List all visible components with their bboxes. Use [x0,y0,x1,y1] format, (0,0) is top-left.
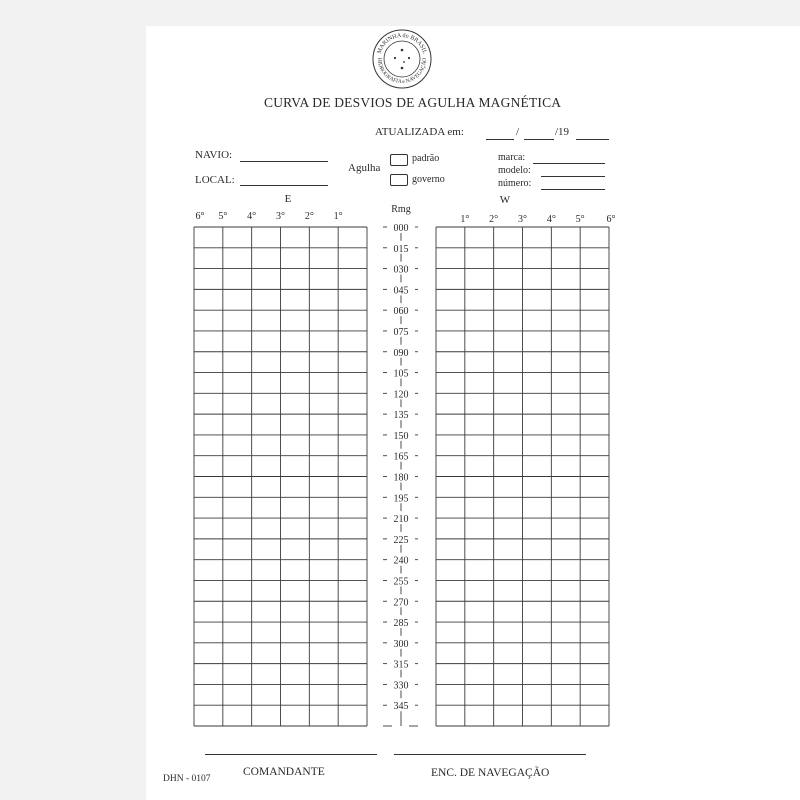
heading-label: 300 [393,638,409,650]
comandante-label: COMANDANTE [243,766,325,778]
heading-label: 090 [393,347,409,359]
navio-label: NAVIO: [195,149,233,161]
update-label: ATUALIZADA em: [375,126,464,138]
form-title: CURVA DE DESVIOS DE AGULHA MAGNÉTICA [264,95,562,110]
seal-bottom-text: HIDROGRAFIA e NAVEGAÇÃO [375,57,429,86]
heading-label: 015 [393,243,409,255]
west-degree-label: 4° [546,214,556,225]
heading-label: 045 [393,285,409,297]
update-year-prefix: /19 [555,126,570,138]
comandante-signature-line[interactable] [205,754,377,755]
heading-label: 135 [393,410,409,422]
update-separator: / [516,126,520,138]
padrao-label: padrão [412,153,440,164]
enc-signature-line[interactable] [394,754,586,755]
east-degree-label: 1° [333,211,343,222]
modelo-label: modelo: [498,165,531,176]
heading-label: 345 [393,701,409,713]
heading-label: 240 [393,555,409,567]
heading-label: 195 [393,493,409,505]
local-label: LOCAL: [195,174,235,186]
heading-label: 330 [393,680,409,692]
rmg-label: Rmg [391,204,411,215]
east-label: E [284,193,292,205]
form-code: DHN - 0107 [163,774,211,784]
heading-label: 270 [393,597,409,609]
marca-label: marca: [498,152,526,163]
agulha-label: Agulha [348,162,381,174]
heading-label: 105 [393,368,409,380]
numero-label: número: [498,178,532,189]
heading-label: 150 [393,430,409,442]
heading-label: 075 [393,326,409,338]
heading-label: 180 [393,472,409,484]
east-degree-label: 4° [247,211,257,222]
east-degree-label: 6° [195,211,205,222]
west-label: W [499,194,511,206]
heading-label: 120 [393,389,409,401]
heading-label: 225 [393,534,409,546]
heading-label: 030 [393,264,409,276]
heading-label: 255 [393,576,409,588]
west-degree-label: 2° [489,214,499,225]
enc-label: ENC. DE NAVEGAÇÃO [431,767,550,779]
west-degree-label: 3° [518,214,527,225]
west-degree-label: 6° [606,214,616,225]
seal-top-text: MARINHA do BRASIL [376,32,428,55]
east-degree-label: 2° [304,211,314,222]
west-degree-label: 5° [575,214,585,225]
heading-label: 060 [393,306,409,318]
heading-label: 285 [393,618,409,630]
heading-label: 000 [393,223,409,234]
heading-label: 210 [393,514,409,526]
governo-label: governo [412,174,445,185]
heading-label: 165 [393,451,409,463]
west-degree-label: 1° [460,214,470,225]
east-degree-label: 5° [218,211,228,222]
east-degree-label: 3° [276,211,285,222]
heading-label: 315 [393,659,409,671]
